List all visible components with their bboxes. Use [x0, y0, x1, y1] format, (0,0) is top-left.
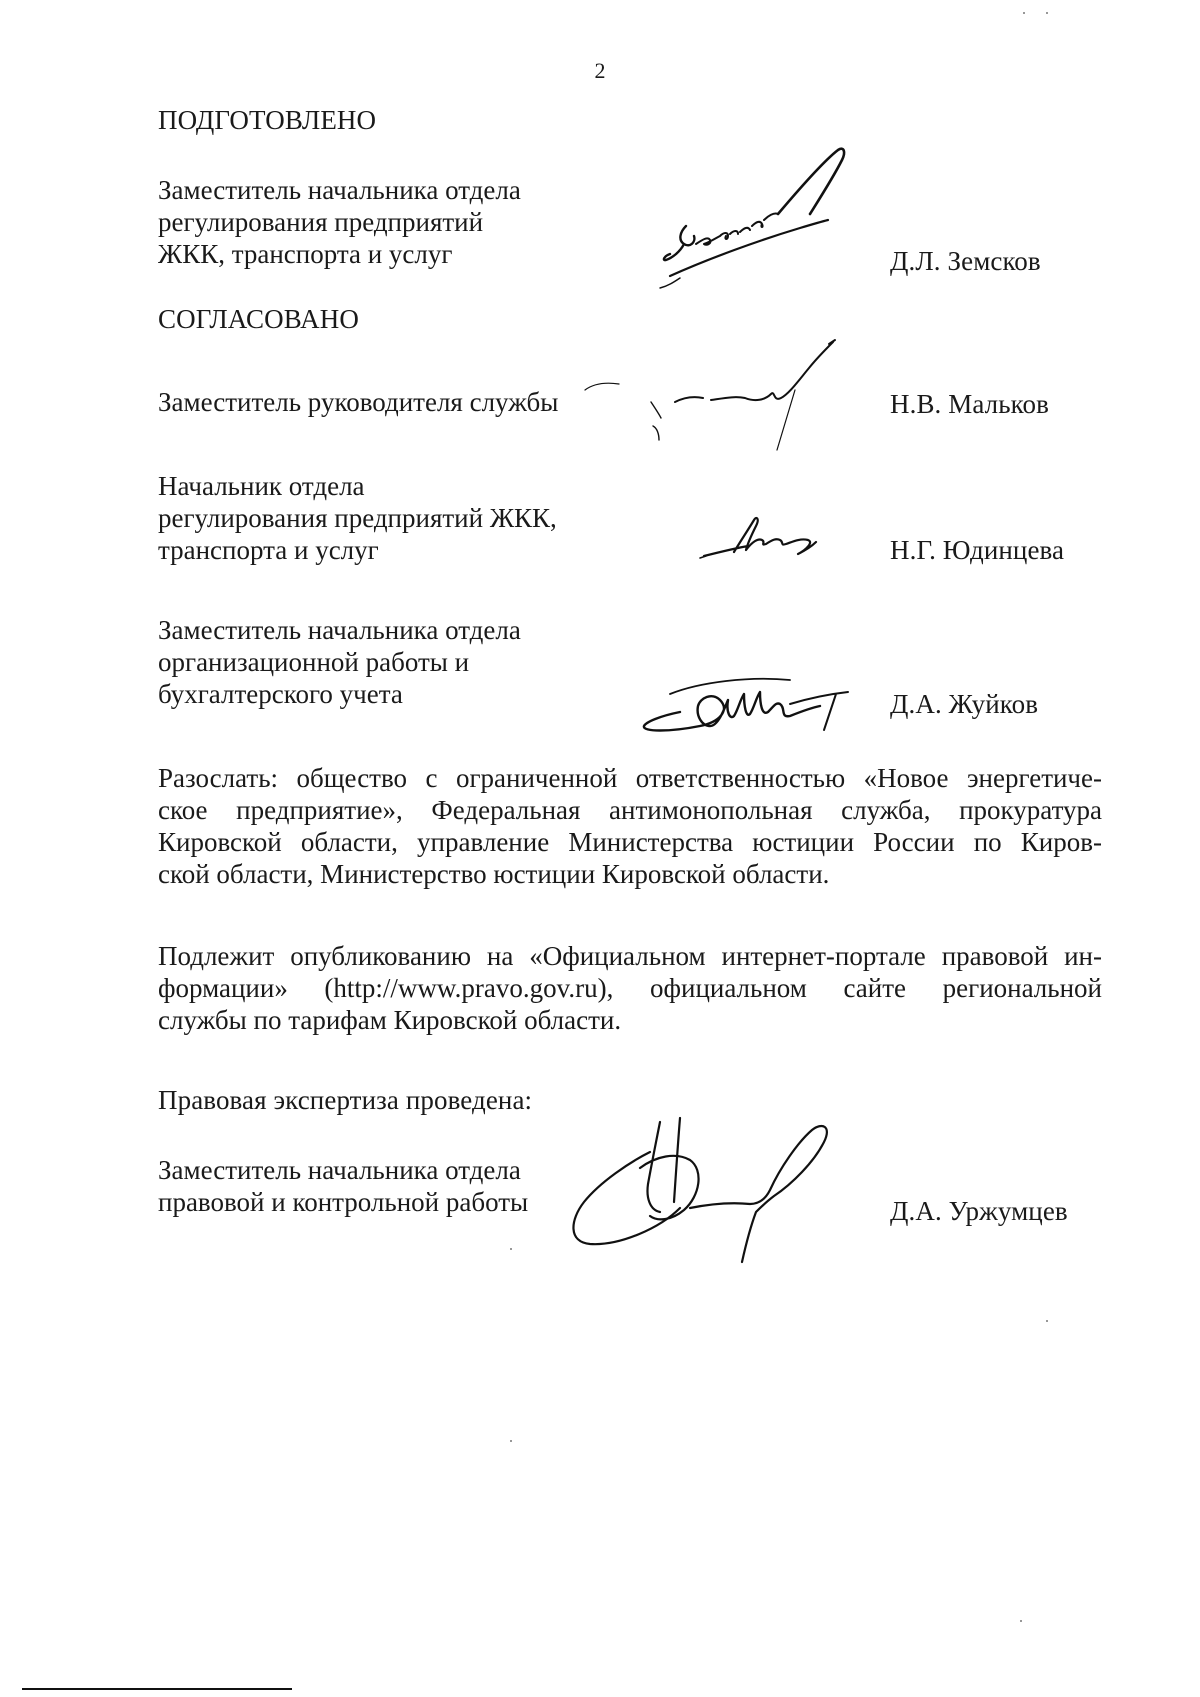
- signatory-malkov-name: Н.В. Мальков: [890, 389, 1049, 419]
- scan-speck: [1023, 12, 1025, 14]
- legal-review-heading: Правовая экспертиза проведена:: [158, 1085, 533, 1115]
- legal-review-position-line: правовой и контрольной работы: [158, 1187, 529, 1217]
- legal-review-position-line: Заместитель начальника отдела: [158, 1155, 521, 1185]
- signature-zhuikov: [640, 660, 880, 740]
- publication-line: Подлежит опубликованию на «Официальном интернет-портале правовой ин-: [158, 941, 1102, 971]
- distribution-paragraph: [158, 762, 1102, 890]
- signatory-position-line: Заместитель руководителя службы: [158, 387, 559, 417]
- signatory-position-line: транспорта и услуг: [158, 535, 379, 565]
- publication-line: формации» (http://www.pravo.gov.ru), официальном сайте региональной: [158, 973, 1102, 1003]
- signatory-position-line: регулирования предприятий ЖКК,: [158, 503, 557, 533]
- signatory-yudintseva-name: Н.Г. Юдинцева: [890, 535, 1065, 565]
- scan-speck: [1020, 1620, 1022, 1622]
- page-number: 2: [594, 58, 606, 83]
- signatory-position-line: Заместитель начальника отдела: [158, 615, 521, 645]
- signatory-yudintseva-position: [158, 470, 557, 566]
- signatory-zhuikov-name: Д.А. Жуйков: [890, 689, 1039, 719]
- footer-rule: [22, 1688, 292, 1690]
- distribution-line: ское предприятие», Федеральная антимонопольная служба, прокуратура: [158, 795, 1102, 825]
- signature-zemskov: [650, 148, 930, 318]
- signature-yudintseva: [700, 512, 840, 572]
- agreed-heading: СОГЛАСОВАНО: [158, 304, 359, 334]
- legal-review-position: [158, 1154, 528, 1218]
- prepared-position-line: Заместитель начальника отдела: [158, 175, 521, 205]
- distribution-line: Кировской области, управление Министерства юстиции России по Киров-: [158, 827, 1102, 857]
- prepared-position-line: ЖКК, транспорта и услуг: [158, 239, 453, 269]
- prepared-position: [158, 174, 521, 270]
- signatory-position-line: организационной работы и: [158, 647, 470, 677]
- signatory-zhuikov-position: [158, 614, 521, 710]
- signature-malkov: [585, 340, 895, 460]
- distribution-line: Разослать: общество с ограниченной ответственностью «Новое энергетиче-: [158, 763, 1102, 793]
- scan-speck: [1046, 12, 1048, 14]
- signature-urzhumtsev: [560, 1112, 850, 1262]
- publication-paragraph: [158, 940, 1102, 1036]
- scan-speck: [1046, 1320, 1048, 1322]
- publication-line: службы по тарифам Кировской области.: [158, 1005, 622, 1035]
- prepared-position-line: регулирования предприятий: [158, 207, 484, 237]
- distribution-line: ской области, Министерство юстиции Кировской области.: [158, 859, 830, 889]
- prepared-name: Д.Л. Земсков: [890, 246, 1041, 276]
- prepared-heading: ПОДГОТОВЛЕНО: [158, 105, 377, 135]
- scan-speck: [510, 1248, 512, 1250]
- legal-review-name: Д.А. Уржумцев: [890, 1196, 1068, 1226]
- scan-speck: [510, 1440, 512, 1442]
- signatory-position-line: Начальник отдела: [158, 471, 365, 501]
- signatory-position-line: бухгалтерского учета: [158, 679, 403, 709]
- signatory-malkov-position: [158, 386, 558, 418]
